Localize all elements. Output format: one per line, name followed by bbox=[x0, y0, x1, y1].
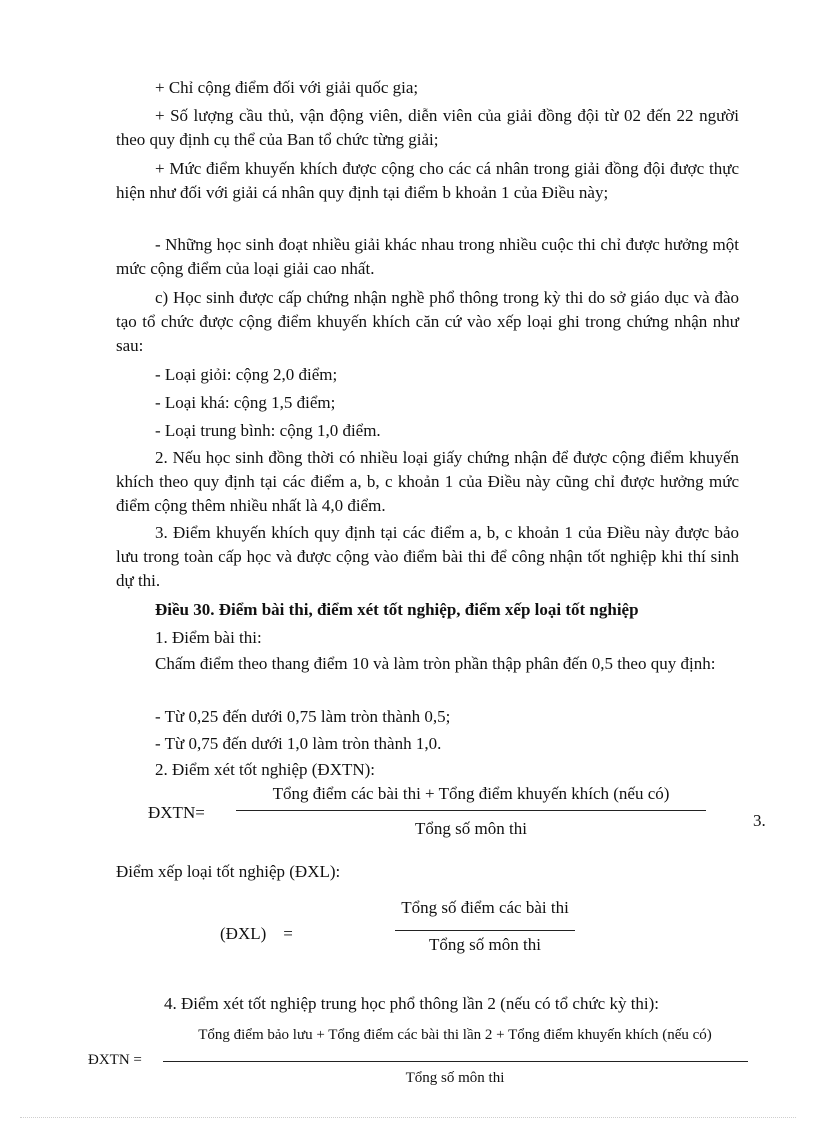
section-second-round-score: 4. Điểm xét tốt nghiệp trung học phổ thông lần 2 (nếu có tổ chức kỳ thi): bbox=[164, 994, 660, 1013]
page-bottom-border bbox=[20, 1117, 796, 1118]
section-number-3: 3. bbox=[753, 811, 766, 830]
fraction-bar bbox=[236, 810, 706, 811]
section-exam-score: 1. Điểm bài thi: bbox=[155, 628, 262, 647]
paragraph-multiple-certificates: 2. Nếu học sinh đồng thời có nhiều loại giấy chứng nhận để được cộng điểm khuyến khích theo quy định tại các điểm a, b, c khoản 1 của Điều này cũng chỉ được hưởng mức điểm cộng thêm nhiều nhất là 4,0 điểm. bbox=[116, 448, 739, 515]
formula-dxtn-label: ĐXTN= bbox=[148, 803, 205, 822]
formula-dxtn-denominator: Tổng số môn thi bbox=[415, 819, 527, 838]
formula-dxl-label: (ĐXL) = bbox=[220, 924, 293, 943]
paragraph-national-award: + Chỉ cộng điểm đối với giải quốc gia; bbox=[155, 78, 419, 97]
formula-dxtn-numerator: Tổng điểm các bài thi + Tổng điểm khuyến khích (nếu có) bbox=[272, 784, 670, 803]
paragraph-team-bonus: + Mức điểm khuyến khích được cộng cho các cá nhân trong giải đồng đội được thực hiện như đối với giải cá nhân quy định tại điểm b khoản 1 của Điều này; bbox=[116, 159, 739, 202]
list-item-excellent: - Loại giỏi: cộng 2,0 điểm; bbox=[155, 365, 338, 384]
formula-dxtn2-label: ĐXTN = bbox=[88, 1052, 142, 1068]
formula-dxtn2-numerator: Tổng điểm bảo lưu + Tổng điểm các bài thi lần 2 + Tổng điểm khuyến khích (nếu có) bbox=[198, 1027, 712, 1043]
section-classification-score: Điểm xếp loại tốt nghiệp (ĐXL): bbox=[116, 862, 341, 881]
paragraph-team-size: + Số lượng cầu thủ, vận động viên, diễn viên của giải đồng đội từ 02 đến 22 người theo quy định cụ thể của Ban tổ chức từng giải; bbox=[116, 106, 739, 149]
formula-dxl-denominator: Tổng số môn thi bbox=[429, 935, 541, 954]
paragraph-vocational-certificate: c) Học sinh được cấp chứng nhận nghề phổ thông trong kỳ thi do sở giáo dục và đào tạo tổ chức được cộng điểm khuyến khích căn cứ vào xếp loại ghi trong chứng nhận như sau: bbox=[116, 288, 739, 355]
list-item-average: - Loại trung bình: cộng 1,0 điểm. bbox=[155, 421, 381, 440]
list-item-round-one: - Từ 0,75 đến dưới 1,0 làm tròn thành 1,0. bbox=[155, 734, 442, 753]
formula-dxl-numerator: Tổng số điểm các bài thi bbox=[401, 898, 569, 917]
paragraph-grading-scale: Chấm điểm theo thang điểm 10 và làm tròn phần thập phân đến 0,5 theo quy định: bbox=[155, 654, 716, 673]
paragraph-bonus-retention: 3. Điểm khuyến khích quy định tại các điểm a, b, c khoản 1 của Điều này được bảo lưu trong toàn cấp học và được cộng vào điểm bài thi để công nhận tốt nghiệp khi thí sinh dự thi. bbox=[116, 523, 739, 590]
fraction-bar bbox=[395, 930, 575, 931]
fraction-bar bbox=[163, 1061, 748, 1062]
list-item-good: - Loại khá: cộng 1,5 điểm; bbox=[155, 393, 336, 412]
paragraph-multiple-awards: - Những học sinh đoạt nhiều giải khác nhau trong nhiều cuộc thi chỉ được hưởng một mức cộng điểm của loại giải cao nhất. bbox=[116, 235, 739, 278]
article-30-heading: Điều 30. Điểm bài thi, điểm xét tốt nghiệp, điểm xếp loại tốt nghiệp bbox=[155, 600, 639, 619]
list-item-round-half: - Từ 0,25 đến dưới 0,75 làm tròn thành 0,5; bbox=[155, 707, 451, 726]
section-graduation-score: 2. Điểm xét tốt nghiệp (ĐXTN): bbox=[155, 760, 376, 779]
formula-dxtn2-denominator: Tổng số môn thi bbox=[405, 1070, 505, 1086]
